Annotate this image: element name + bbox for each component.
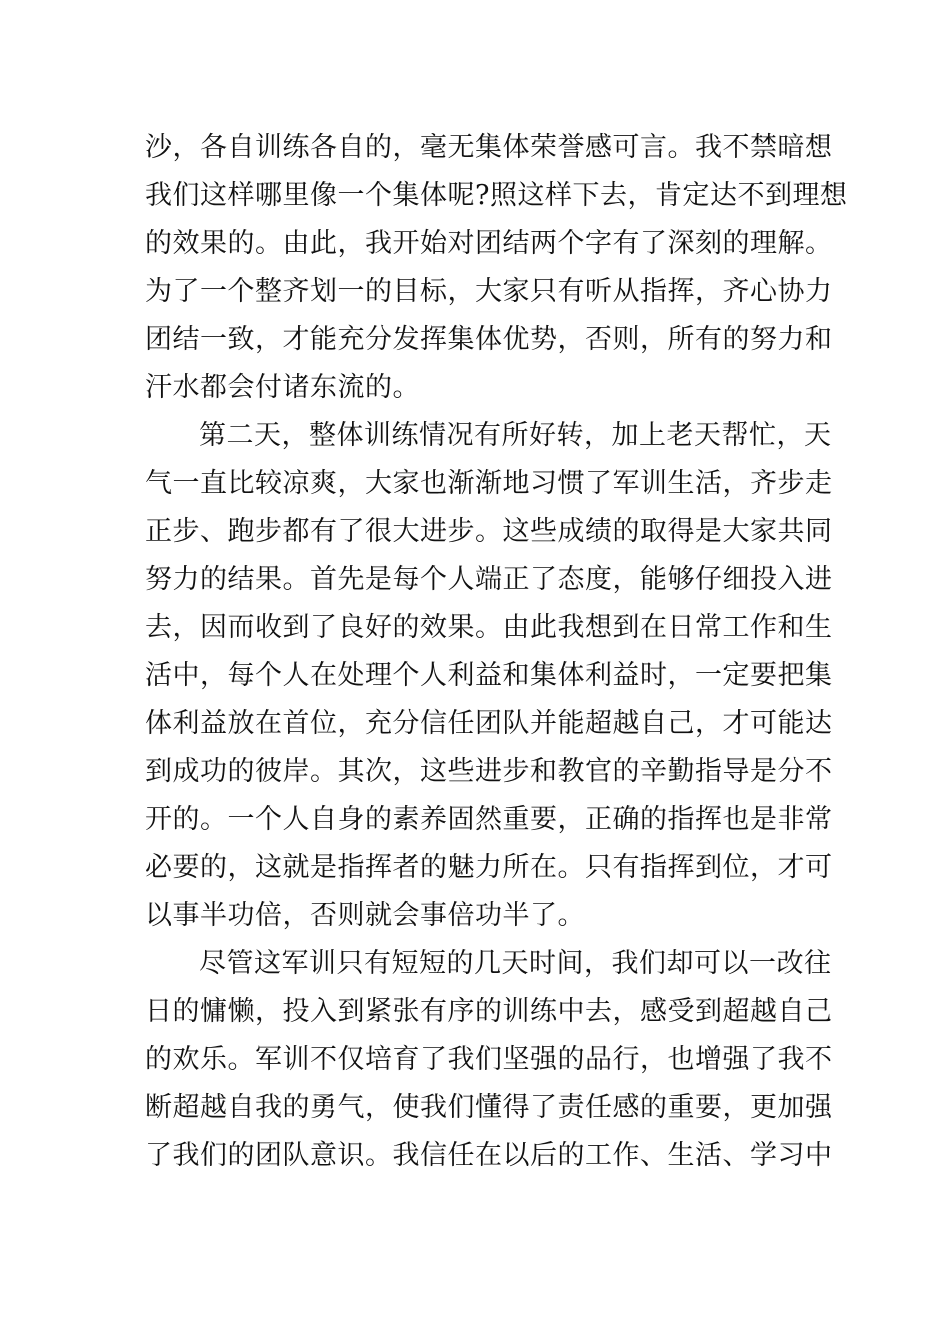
paragraph-2	[145, 412, 833, 940]
text-line: 开的。一个人自身的素养固然重要，正确的指挥也是非常	[145, 804, 833, 835]
text-line: 日的慵懒，投入到紧张有序的训练中去，感受到超越自己	[145, 996, 833, 1027]
document-body	[145, 124, 848, 1180]
text-line: 了我们的团队意识。我信任在以后的工作、生活、学习中	[145, 1140, 833, 1171]
text-line: 汗水都会付诸东流的。	[145, 372, 420, 403]
text-line: 活中，每个人在处理个人利益和集体利益时，一定要把集	[145, 660, 833, 691]
text-line: 去，因而收到了良好的效果。由此我想到在日常工作和生	[145, 612, 833, 643]
paragraph-1	[145, 124, 848, 412]
text-line: 我们这样哪里像一个集体呢?照这样下去，肯定达不到理想	[145, 180, 848, 211]
text-line: 沙，各自训练各自的，毫无集体荣誉感可言。我不禁暗想	[145, 132, 833, 163]
text-line: 必要的，这就是指挥者的魅力所在。只有指挥到位，才可	[145, 852, 833, 883]
paragraph-3	[145, 940, 833, 1180]
text-line: 第二天，整体训练情况有所好转，加上老天帮忙，天	[199, 420, 832, 451]
text-line: 的欢乐。军训不仅培育了我们坚强的品行，也增强了我不	[145, 1044, 833, 1075]
text-line: 气一直比较凉爽，大家也渐渐地习惯了军训生活，齐步走	[145, 468, 833, 499]
text-line: 体利益放在首位，充分信任团队并能超越自己，才可能达	[145, 708, 833, 739]
text-line: 为了一个整齐划一的目标，大家只有听从指挥，齐心协力	[145, 276, 833, 307]
text-line: 努力的结果。首先是每个人端正了态度，能够仔细投入进	[145, 564, 833, 595]
text-line: 断超越自我的勇气，使我们懂得了责任感的重要，更加强	[145, 1092, 833, 1123]
text-line: 的效果的。由此，我开始对团结两个字有了深刻的理解。	[145, 228, 833, 259]
text-line: 团结一致，才能充分发挥集体优势，否则，所有的努力和	[145, 324, 833, 355]
text-line: 正步、跑步都有了很大进步。这些成绩的取得是大家共同	[145, 516, 833, 547]
text-line: 以事半功倍，否则就会事倍功半了。	[145, 900, 585, 931]
text-line: 尽管这军训只有短短的几天时间，我们却可以一改往	[199, 948, 832, 979]
text-line: 到成功的彼岸。其次，这些进步和教官的辛勤指导是分不	[145, 756, 833, 787]
